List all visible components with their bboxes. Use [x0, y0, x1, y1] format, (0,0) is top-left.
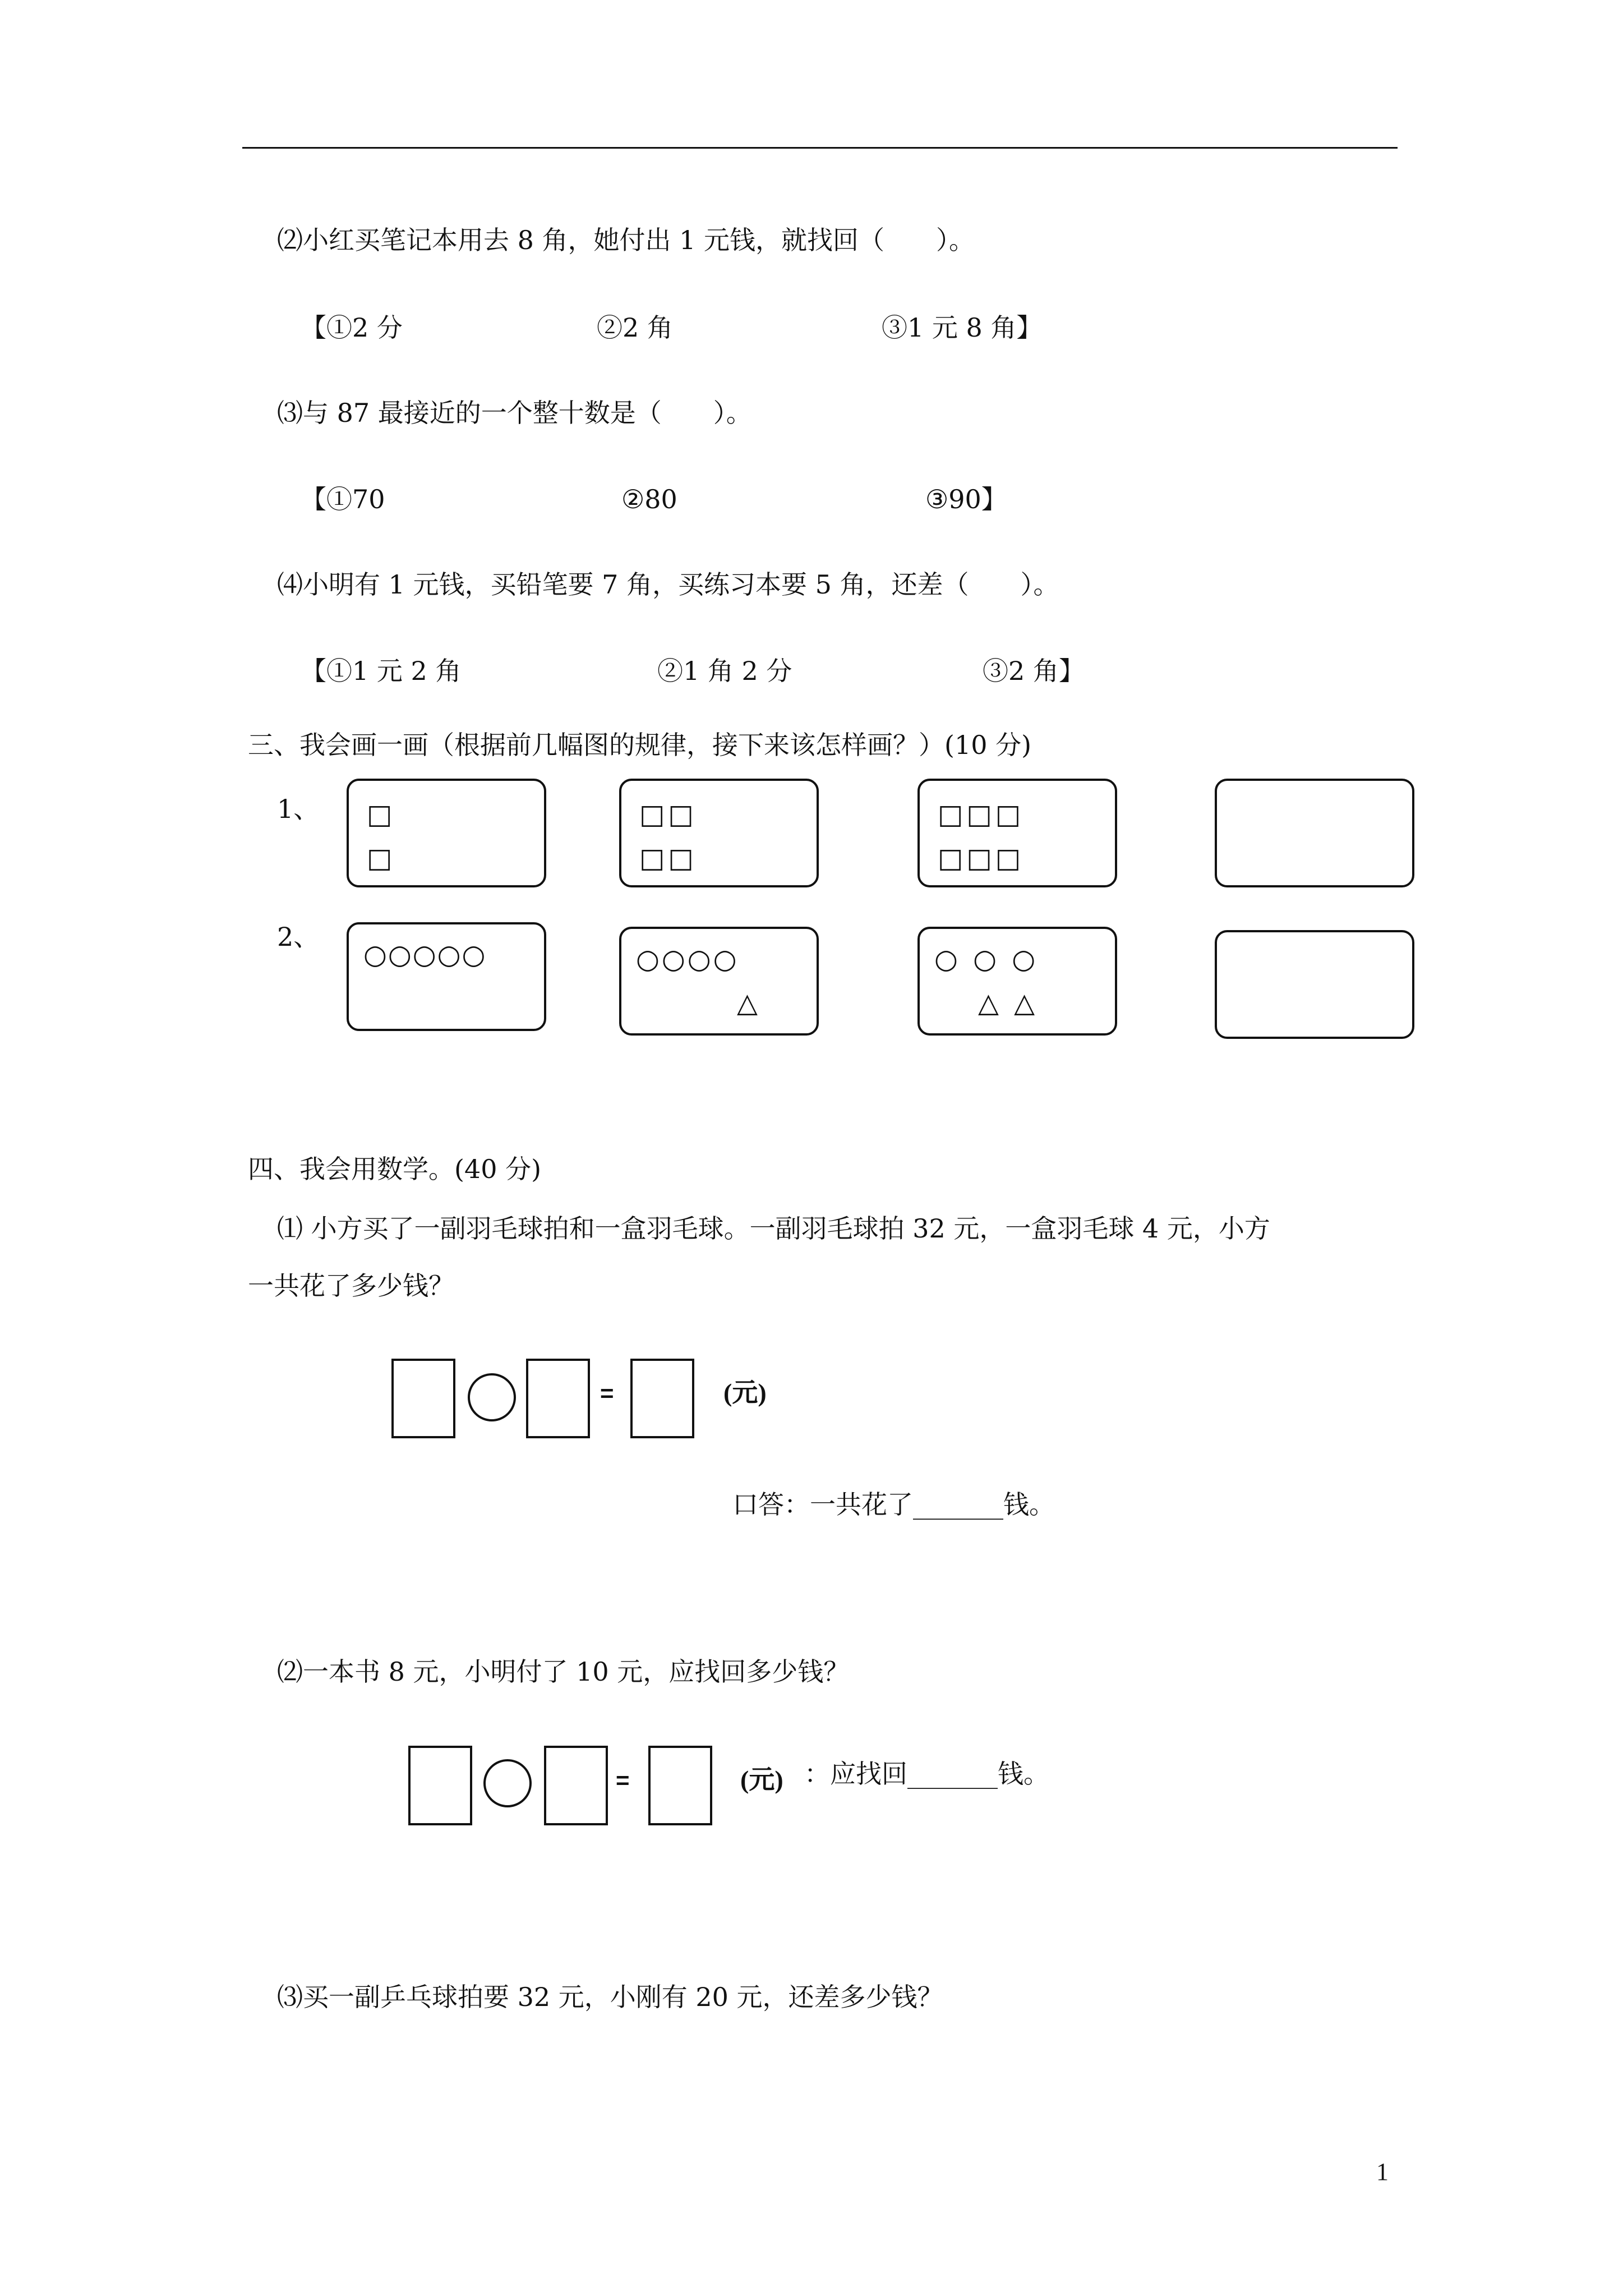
question-4-3: ⑶买一副乒乓球拍要 32 元，小刚有 20 元，还差多少钱？	[277, 1982, 943, 2012]
option-2-3-a: 【①70	[301, 484, 385, 514]
answer-box-operand-1[interactable]	[408, 1746, 472, 1825]
shape-line: □	[367, 799, 396, 830]
shape-line: △	[737, 987, 761, 1019]
question-2-3: ⑶与 87 最接近的一个整十数是（ ）。	[277, 398, 752, 428]
shape-line: □□	[639, 843, 697, 874]
answer-box-operand-2[interactable]	[526, 1359, 590, 1438]
option-2-3-b: ②80	[621, 484, 677, 514]
pattern-1-panel-1	[347, 779, 546, 887]
question-2-2: ⑵小红买笔记本用去 8 角，她付出 1 元钱，就找回（ ）。	[277, 225, 975, 255]
header-rule	[242, 147, 1398, 149]
pattern-row-2-label: 2、	[277, 922, 320, 952]
question-4-1-line-2: 一共花了多少钱？	[248, 1271, 454, 1301]
shape-line: □□□	[938, 843, 1025, 874]
answer-line-4-1: 口答：一共花了_______钱。	[732, 1489, 1055, 1520]
shape-line: □□□	[938, 799, 1025, 830]
answer-box-operand-1[interactable]	[391, 1359, 455, 1438]
question-2-4: ⑷小明有 1 元钱，买铅笔要 7 角，买练习本要 5 角，还差（ ）。	[277, 569, 1059, 600]
pattern-2-panel-1	[347, 922, 546, 1031]
answer-box-result[interactable]	[648, 1746, 712, 1825]
shape-line: □□	[639, 799, 697, 830]
pattern-1-answer-panel[interactable]	[1215, 779, 1414, 887]
pattern-row-1-label: 1、	[277, 794, 320, 824]
section-3-heading: 三、我会画一画（根据前几幅图的规律，接下来该怎样画？）(10 分)	[248, 730, 1032, 760]
operator-circle[interactable]	[468, 1373, 516, 1421]
operator-circle[interactable]	[483, 1759, 532, 1807]
option-2-4-c: ③2 角】	[983, 656, 1085, 686]
pattern-2-answer-panel[interactable]	[1215, 930, 1414, 1039]
pattern-1-panel-2	[619, 779, 819, 887]
question-4-1-line-1: ⑴ 小方买了一副羽毛球拍和一盒羽毛球。一副羽毛球拍 32 元，一盒羽毛球 4 元，小方	[277, 1213, 1270, 1244]
answer-box-result[interactable]	[630, 1359, 694, 1438]
pattern-1-panel-3	[917, 779, 1117, 887]
shape-line: ○○○○	[636, 944, 739, 975]
pattern-2-panel-3	[917, 927, 1117, 1036]
option-2-2-c: ③1 元 8 角】	[882, 312, 1043, 343]
shape-line: ○ ○ ○	[934, 944, 1039, 975]
option-2-2-b: ②2 角	[597, 312, 673, 343]
question-4-2: ⑵一本书 8 元，小明付了 10 元，应找回多少钱？	[277, 1657, 850, 1687]
equals-sign: =	[600, 1380, 614, 1406]
option-2-3-c: ③90】	[925, 484, 1007, 514]
page-number: 1	[1376, 2158, 1389, 2185]
unit-label: (元)	[723, 1378, 767, 1407]
answer-box-operand-2[interactable]	[544, 1746, 608, 1825]
shape-line: □	[367, 843, 396, 874]
option-2-2-a: 【①2 分	[301, 312, 403, 343]
shape-line: ○○○○○	[363, 939, 487, 970]
shape-line: △ △	[978, 987, 1039, 1019]
unit-label: (元)	[740, 1765, 783, 1794]
option-2-4-a: 【①1 元 2 角	[301, 656, 462, 686]
equals-sign: =	[616, 1767, 630, 1793]
pattern-2-panel-2	[619, 927, 819, 1036]
answer-line-4-2: ：应找回_______钱。	[804, 1759, 1049, 1789]
option-2-4-b: ②1 角 2 分	[657, 656, 792, 686]
section-4-heading: 四、我会用数学。(40 分)	[248, 1154, 542, 1184]
